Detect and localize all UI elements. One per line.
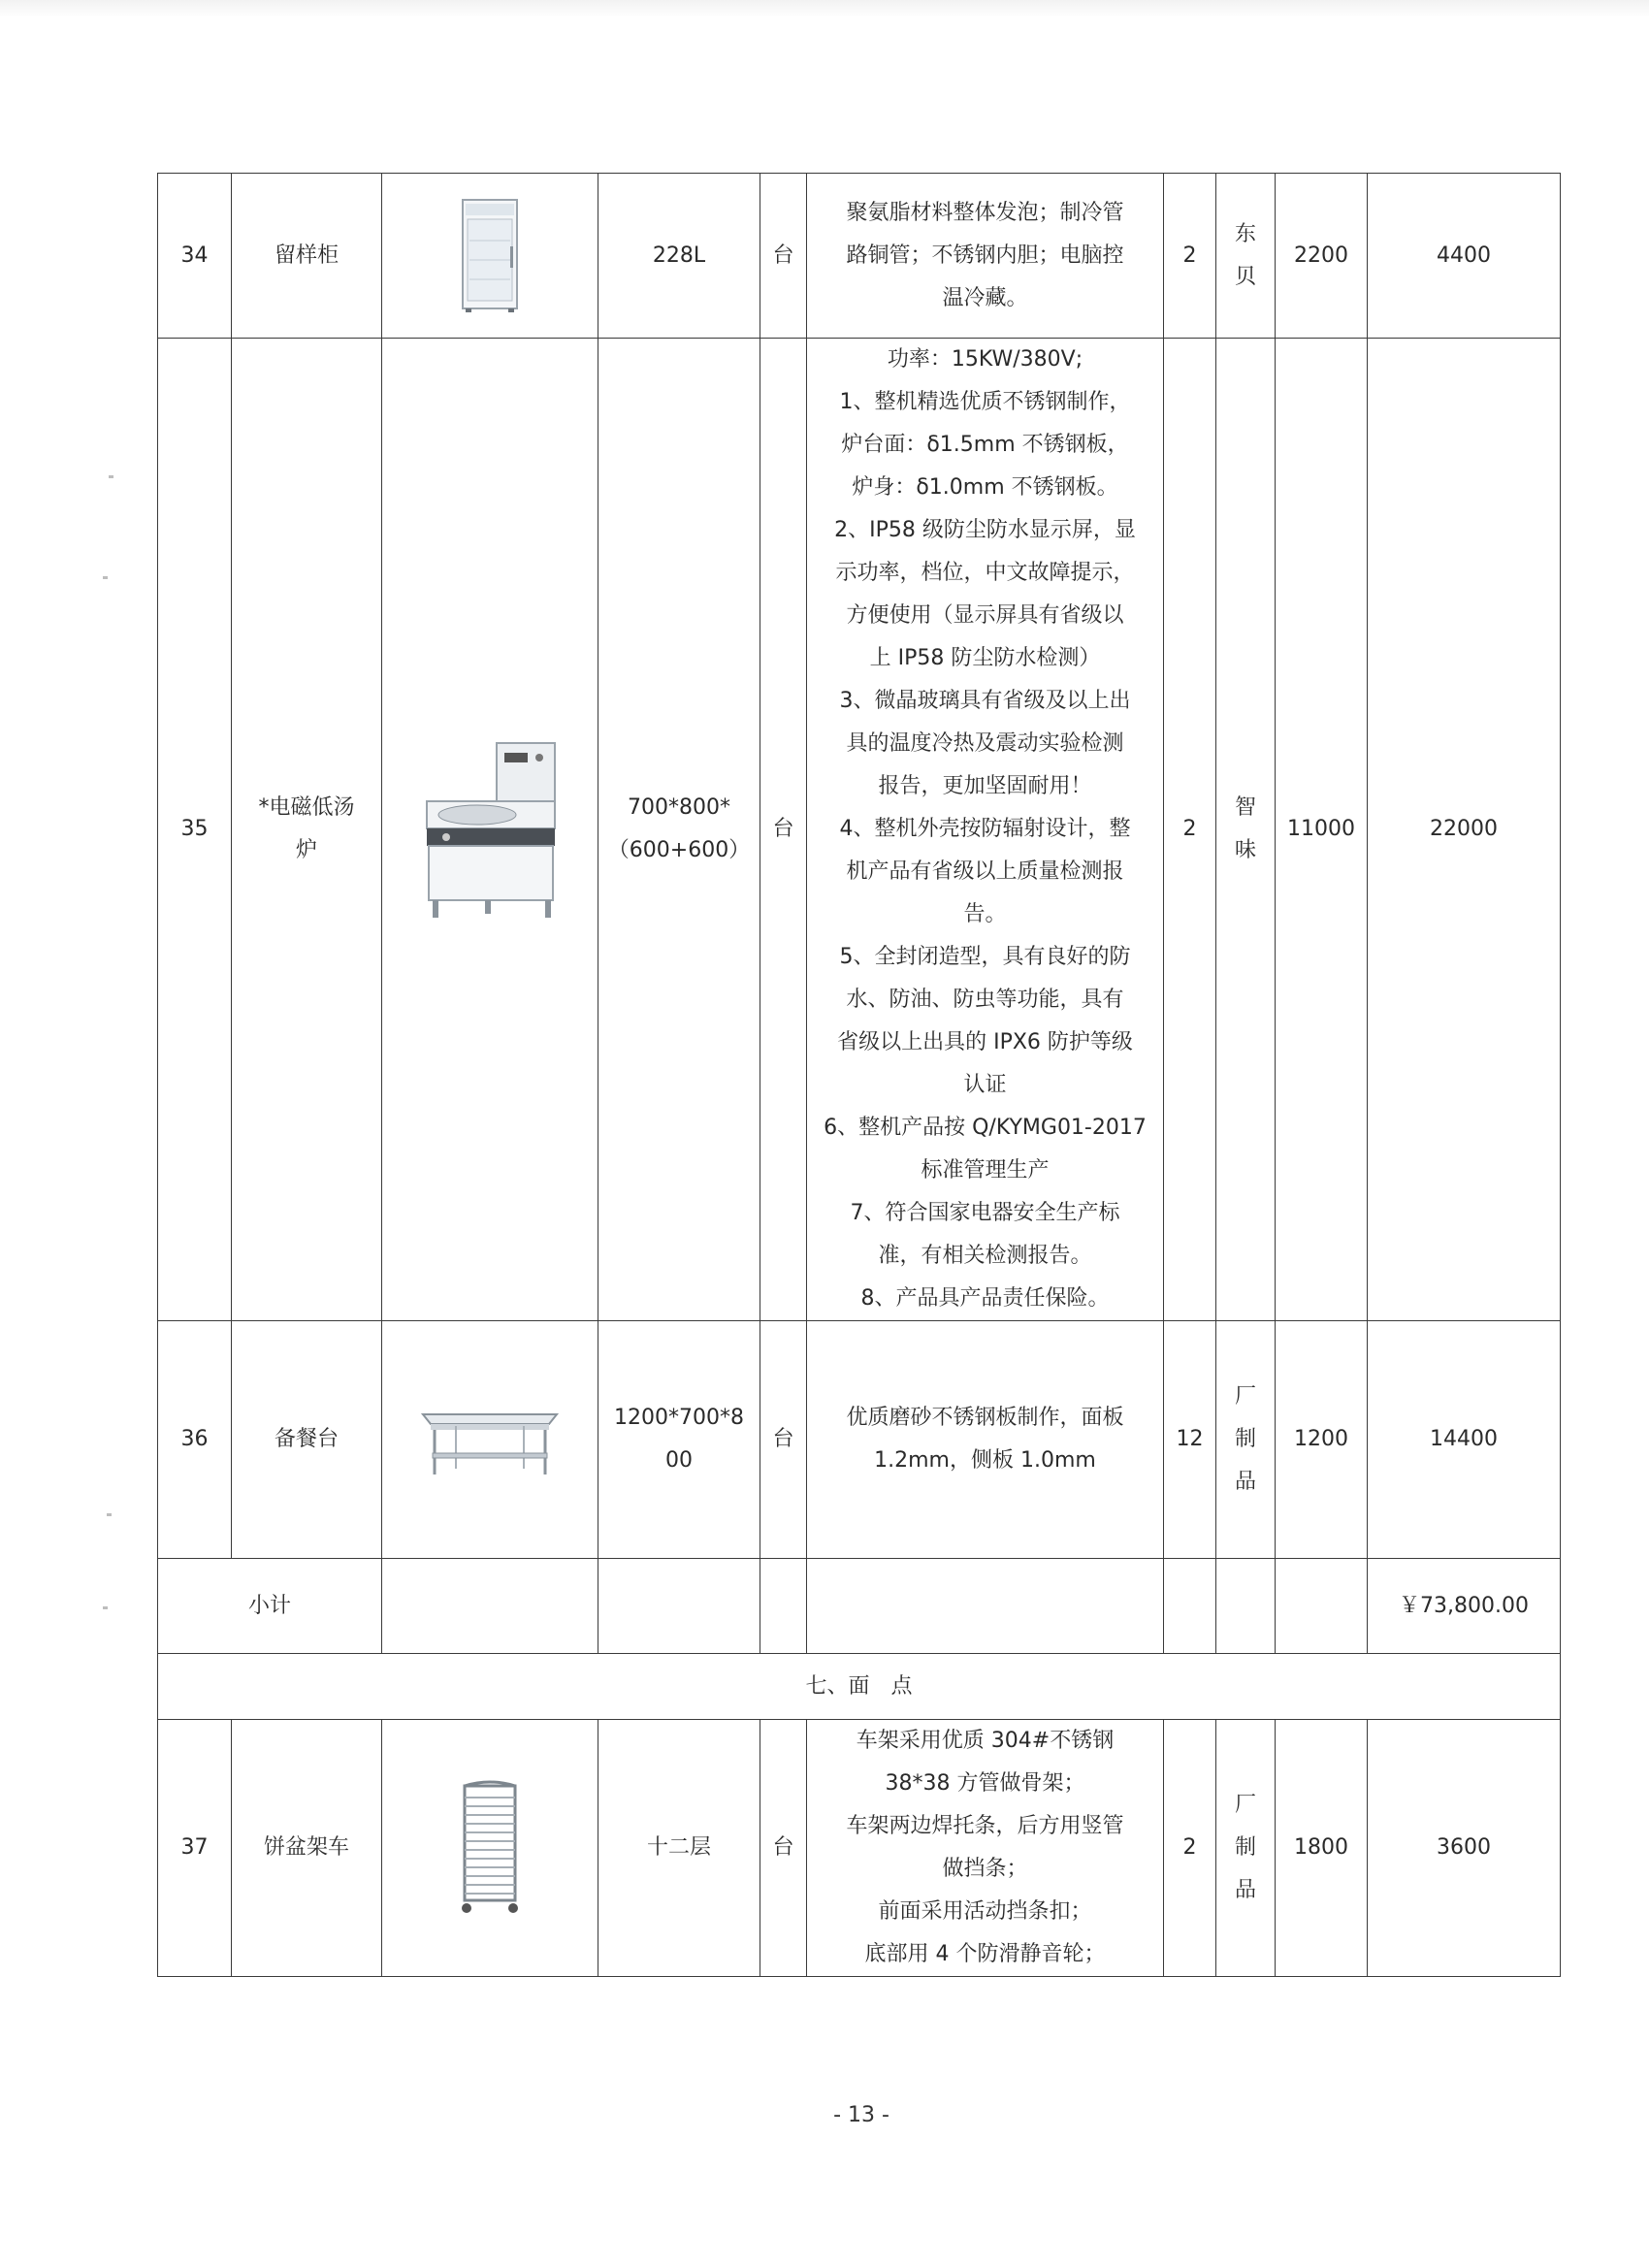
subtotal-label: 小计 (158, 1559, 382, 1654)
brand-char: 制 (1234, 1835, 1256, 1860)
brand-char: 品 (1234, 1878, 1256, 1902)
item-unit: 台 (760, 174, 807, 339)
item-unit-price: 11000 (1276, 339, 1368, 1321)
table-row (158, 339, 1561, 1321)
item-image-cell (382, 174, 598, 339)
description-line: 底部用 4 个防滑静音轮； (864, 1942, 1106, 1966)
description-line: 车架两边焊托条，后方用竖管 (846, 1814, 1124, 1838)
brand-char: 味 (1234, 838, 1256, 862)
description-line: 炉身：δ1.0mm 不锈钢板。 (852, 475, 1118, 500)
item-name-line: *电磁低汤 (258, 795, 355, 820)
item-image-cell (382, 1321, 598, 1559)
description-line: 炉台面：δ1.5mm 不锈钢板， (841, 433, 1129, 457)
scan-speck (109, 475, 113, 478)
description-line: 8、产品具产品责任保险。 (860, 1286, 1110, 1311)
equipment-table (157, 173, 1561, 1977)
empty-cell (598, 1559, 760, 1654)
item-name-line: 炉 (295, 838, 317, 862)
prep-table-image (417, 1401, 563, 1478)
description-line: 报告，更加坚固耐用！ (878, 774, 1092, 798)
description-line: 做挡条； (942, 1857, 1028, 1881)
description-line: 6、整机产品按 Q/KYMG01-2017 (824, 1116, 1147, 1140)
description-line: 前面采用活动挡条扣； (878, 1899, 1092, 1924)
description-line: 上 IP58 防尘防水检测） (869, 646, 1101, 670)
description-line: 具的温度冷热及震动实验检测 (846, 731, 1124, 756)
empty-cell (1276, 1559, 1368, 1654)
item-description (807, 1720, 1164, 1977)
item-unit-price: 1200 (1276, 1321, 1368, 1559)
item-description (807, 1321, 1164, 1559)
empty-cell (807, 1559, 1164, 1654)
description-line: 认证 (963, 1073, 1007, 1097)
description-line: 示功率，档位，中文故障提示， (835, 561, 1135, 585)
description-line: 省级以上出具的 IPX6 防护等级 (837, 1030, 1133, 1054)
brand-char: 厂 (1234, 1384, 1256, 1409)
description-line: 方便使用（显示屏具有省级以 (846, 603, 1124, 628)
brand-char: 东 (1234, 221, 1256, 246)
item-image-cell (382, 1720, 598, 1977)
item-unit: 台 (760, 1321, 807, 1559)
description-line: 标准管理生产 (921, 1158, 1050, 1183)
scan-speck (103, 576, 108, 579)
brand-char: 智 (1234, 795, 1256, 820)
description-line: 路铜管；不锈钢内胆；电脑控 (846, 243, 1124, 268)
item-unit: 台 (760, 339, 807, 1321)
item-total: 22000 (1368, 339, 1561, 1321)
brand-char: 制 (1234, 1427, 1256, 1451)
description-line: 车架采用优质 304#不锈钢 (856, 1729, 1115, 1753)
item-description (807, 339, 1164, 1321)
empty-cell (1216, 1559, 1276, 1654)
subtotal-value: ￥73,800.00 (1368, 1559, 1561, 1654)
scan-speck (107, 1513, 112, 1516)
item-quantity: 2 (1164, 1720, 1216, 1977)
description-line: 7、符合国家电器安全生产标 (850, 1201, 1120, 1225)
description-line: 机产品有省级以上质量检测报 (846, 859, 1124, 884)
item-quantity: 12 (1164, 1321, 1216, 1559)
item-number: 36 (158, 1321, 232, 1559)
description-line: 38*38 方管做骨架； (885, 1771, 1085, 1796)
page-number: - 13 - (833, 2103, 889, 2127)
empty-cell (382, 1559, 598, 1654)
induction-stove-image (417, 737, 563, 922)
table-row (158, 1321, 1561, 1559)
description-line: 2、IP58 级防尘防水显示屏，显 (834, 518, 1136, 542)
description-line: 水、防油、防虫等功能，具有 (846, 988, 1124, 1012)
item-name: 备餐台 (232, 1321, 382, 1559)
item-name (232, 339, 382, 1321)
item-brand (1216, 339, 1276, 1321)
item-spec (598, 1321, 760, 1559)
item-spec-line: 00 (665, 1448, 693, 1473)
item-name: 留样柜 (232, 174, 382, 339)
item-description (807, 174, 1164, 339)
section-header-row (158, 1654, 1561, 1720)
item-total: 3600 (1368, 1720, 1561, 1977)
brand-char: 品 (1234, 1470, 1256, 1494)
description-line: 1、整机精选优质不锈钢制作， (839, 390, 1131, 414)
description-line: 1.2mm，侧板 1.0mm (874, 1448, 1096, 1473)
item-name: 饼盆架车 (232, 1720, 382, 1977)
item-unit: 台 (760, 1720, 807, 1977)
brand-char: 厂 (1234, 1793, 1256, 1817)
empty-cell (760, 1559, 807, 1654)
description-line: 4、整机外壳按防辐射设计，整 (839, 817, 1131, 841)
sample-cabinet-image (460, 198, 520, 314)
section-title: 七、面 点 (158, 1654, 1561, 1720)
description-line: 优质磨砂不锈钢板制作，面板 (846, 1406, 1124, 1430)
item-brand (1216, 174, 1276, 339)
item-spec: 228L (598, 174, 760, 339)
tray-rack-trolley-image (451, 1780, 529, 1916)
item-number: 34 (158, 174, 232, 339)
item-quantity: 2 (1164, 174, 1216, 339)
item-image-cell (382, 339, 598, 1321)
description-line: 功率：15KW/380V; (887, 347, 1083, 372)
item-spec-line: 1200*700*8 (614, 1406, 744, 1430)
item-spec (598, 339, 760, 1321)
item-unit-price: 2200 (1276, 174, 1368, 339)
description-line: 告。 (963, 902, 1007, 926)
brand-char: 贝 (1234, 264, 1256, 289)
item-number: 35 (158, 339, 232, 1321)
scan-speck (103, 1606, 108, 1609)
description-line: 准，有相关检测报告。 (878, 1244, 1092, 1268)
item-number: 37 (158, 1720, 232, 1977)
item-brand (1216, 1321, 1276, 1559)
scan-edge (0, 0, 1649, 17)
description-line: 5、全封闭造型，具有良好的防 (839, 945, 1131, 969)
table-row (158, 174, 1561, 339)
subtotal-row (158, 1559, 1561, 1654)
item-unit-price: 1800 (1276, 1720, 1368, 1977)
description-line: 聚氨脂材料整体发泡；制冷管 (846, 200, 1124, 225)
item-quantity: 2 (1164, 339, 1216, 1321)
item-total: 4400 (1368, 174, 1561, 339)
description-line: 温冷藏。 (942, 285, 1028, 310)
item-spec-line: （600+600） (607, 838, 751, 862)
item-total: 14400 (1368, 1321, 1561, 1559)
item-spec: 十二层 (598, 1720, 760, 1977)
empty-cell (1164, 1559, 1216, 1654)
table-row (158, 1720, 1561, 1977)
item-spec-line: 700*800* (628, 795, 730, 820)
item-brand (1216, 1720, 1276, 1977)
description-line: 3、微晶玻璃具有省级及以上出 (839, 689, 1131, 713)
